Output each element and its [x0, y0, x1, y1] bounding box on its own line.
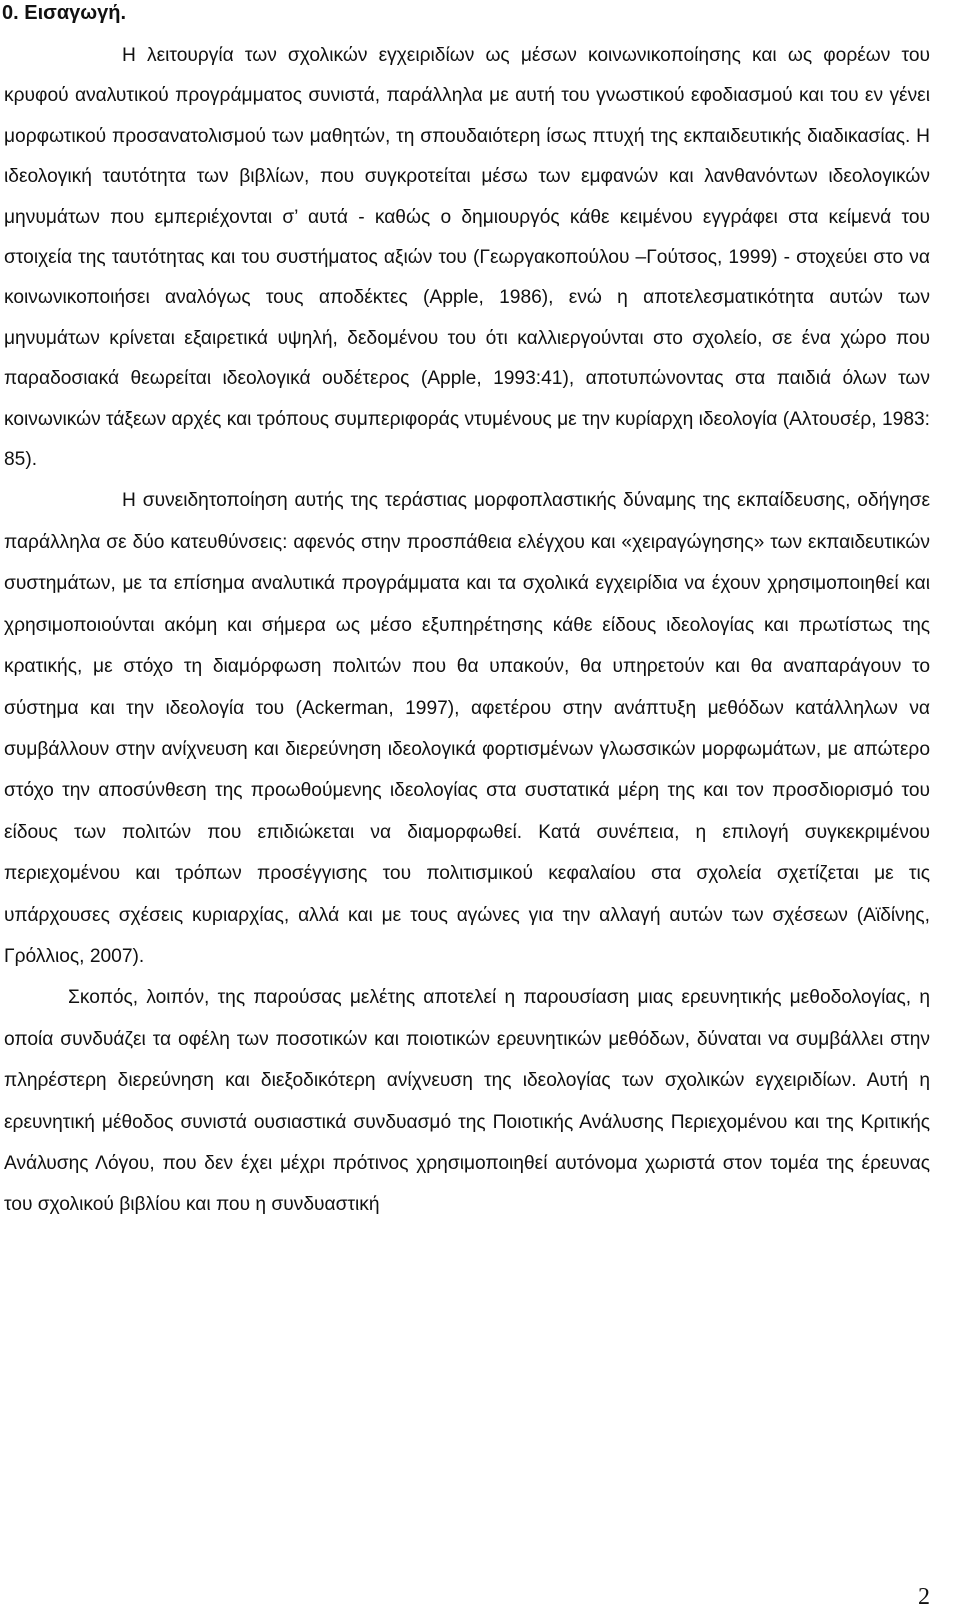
section-heading: 0. Εισαγωγή.: [2, 2, 127, 24]
page-number: 2: [918, 1584, 930, 1610]
body-text: [4, 36, 930, 1226]
paragraph-purpose: Σκοπός, λοιπόν, της παρούσας μελέτης αποτελεί η παρουσίαση μιας ερευνητικής μεθοδολογίας, η οποία συνδυάζει τα οφέλη των ποσοτικών και ποιοτικών ερευνητικών μεθόδων, δύναται να συμβάλλει στην πληρέστερη διερεύνηση και διεξοδικότερη ανίχνευση της ιδεολογίας των σχολικών εγχειριδίων. Αυτή η ερευνητική μέθοδος συνιστά ουσιαστικά συνδυασμό της Ποιοτικής Ανάλυσης Περιεχομένου και της Κριτικής Ανάλυσης Λόγου, που δεν έχει μέχρι πρότινος χρησιμοποιηθεί αυτόνομα χωριστά στον τομέα της έρευνας του σχολικού βιβλίου και που η συνδυαστική: [4, 987, 930, 1216]
paragraph-introduction: Η λειτουργία των σχολικών εγχειριδίων ως μέσων κοινωνικοποίησης και ως φορέων του κρυφού αναλυτικού προγράμματος συνιστά, παράλληλα με αυτή του γνωστικού εφοδιασμού και του εν γένει μορφωτικού προσανατολισμού των μαθητών, τη σπουδαιότερη ίσως πτυχή της εκπαιδευτικής διαδικασίας. Η ιδεολογική ταυτότητα των βιβλίων, που συγκροτείται μέσω των εμφανών και λανθανόντων ιδεολογικών μηνυμάτων που εμπεριέχονται σ’ αυτά - καθώς ο δημιουργός κάθε κειμένου εγγράφει στα κείμενά του στοιχεία της ταυτότητας και του συστήματος αξιών του (Γεωργακοπούλου –Γούτσος, 1999) - στοχεύει στο να κοινωνικοποιήσει αναλόγως τους αποδέκτες (Apple, 1986), ενώ η αποτελεσματικότητα αυτών των μηνυμάτων κρίνεται εξαιρετικά υψηλή, δεδομένου του ότι καλλιεργούνται στο σχολείο, σε ένα χώρο που παραδοσιακά θεωρείται ιδεολογικά ουδέτερος (Apple, 1993:41), αποτυπώνοντας στα παιδιά όλων των κοινωνικών τάξεων αρχές και τρόπους συμπεριφοράς ντυμένους με την κυρίαρχη ιδεολογία (Αλτουσέρ, 1983: 85).: [4, 45, 930, 471]
paragraph-awareness: Η συνειδητοποίηση αυτής της τεράστιας μορφοπλαστικής δύναμης της εκπαίδευσης, οδήγησε παράλληλα σε δύο κατευθύνσεις: αφενός στην προσπάθεια ελέγχου και «χειραγώγησης» των εκπαιδευτικών συστημάτων, με τα επίσημα αναλυτικά προγράμματα και τα σχολικά εγχειρίδια να έχουν χρησιμοποιηθεί και χρησιμοποιούνται ακόμη και σήμερα ως μέσο εξυπηρέτησης κάθε είδους ιδεολογίας και πρωτίστως της κρατικής, με στόχο τη διαμόρφωση πολιτών που θα υπακούν, θα υπηρετούν και θα αναπαράγουν το σύστημα και την ιδεολογία του (Ackerman, 1997), αφετέρου στην ανάπτυξη μεθόδων κατάλληλων να συμβάλλουν στην ανίχνευση και διερεύνηση ιδεολογικά φορτισμένων γλωσσικών μορφωμάτων, με απώτερο στόχο την αποσύνθεση της προωθούμενης ιδεολογίας στα συστατικά μέρη της και τον προσδιορισμό του είδους των πολιτών που επιδιώκεται να διαμορφωθεί. Κατά συνέπεια, η επιλογή συγκεκριμένου περιεχομένου και τρόπων προσέγγισης του πολιτισμικού κεφαλαίου στα σχολεία σχετίζεται με τις υπάρχουσες σχέσεις κυριαρχίας, αλλά και με τους αγώνες για την αλλαγή αυτών των σχέσεων (Αϊδίνης, Γρόλλιος, 2007).: [4, 490, 930, 967]
